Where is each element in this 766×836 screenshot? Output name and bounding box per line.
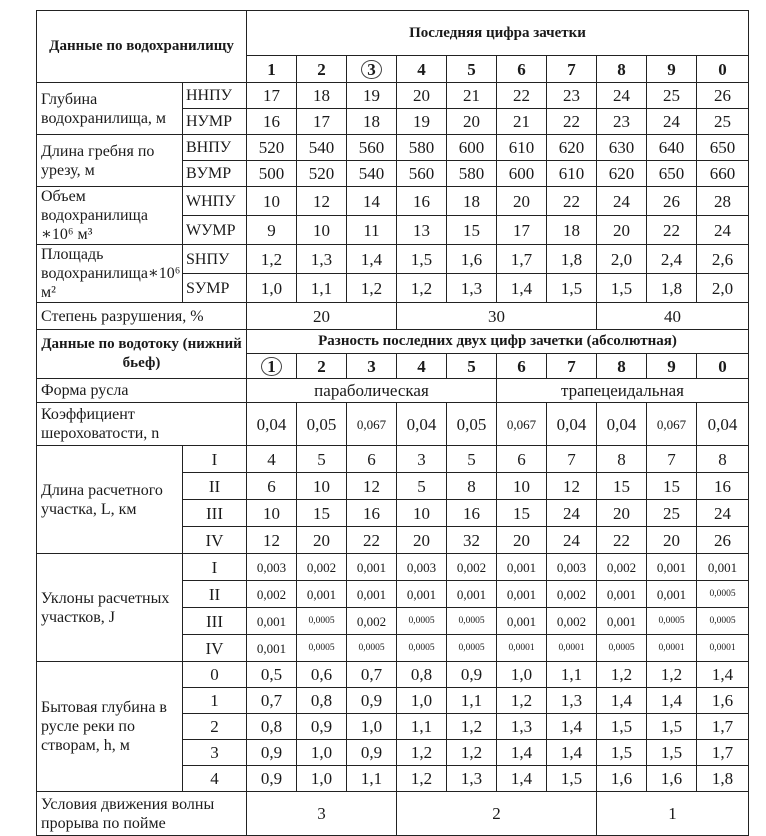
value-cell: 20 bbox=[397, 83, 447, 109]
digit-header-cell: 3 bbox=[347, 354, 397, 379]
value-cell: 5 bbox=[447, 446, 497, 473]
value-cell: 1,0 bbox=[397, 688, 447, 714]
value-cell: 8 bbox=[697, 446, 749, 473]
sub-row-label: III bbox=[183, 608, 247, 635]
param-symbol: HУМР bbox=[183, 109, 247, 135]
value-cell: 25 bbox=[647, 500, 697, 527]
value-cell: 0,001 bbox=[247, 608, 297, 635]
value-cell: 0,001 bbox=[497, 581, 547, 608]
value-cell: 630 bbox=[597, 135, 647, 161]
value-cell: 1,0 bbox=[347, 714, 397, 740]
sub-row-label: 2 bbox=[183, 714, 247, 740]
value-cell: 22 bbox=[497, 83, 547, 109]
roughness-label: Коэффициент шероховатости, n bbox=[37, 403, 247, 446]
value-cell: 8 bbox=[597, 446, 647, 473]
value-cell: 1,7 bbox=[497, 245, 547, 274]
value-cell: 10 bbox=[247, 187, 297, 216]
assignment-table bbox=[36, 10, 749, 836]
value-cell: 24 bbox=[547, 527, 597, 554]
value-cell: 19 bbox=[347, 83, 397, 109]
value-cell: 0,7 bbox=[347, 662, 397, 688]
digit-header-cell: 8 bbox=[597, 56, 647, 83]
value-cell: 1,5 bbox=[647, 740, 697, 766]
value-cell: 1,5 bbox=[597, 274, 647, 303]
param-label: Глубина водохранилища, м bbox=[37, 83, 183, 135]
value-cell: 0,001 bbox=[447, 581, 497, 608]
reservoir-section-header: Данные по водохранилищу bbox=[37, 11, 247, 83]
value-cell: 16 bbox=[447, 500, 497, 527]
value-cell: 24 bbox=[597, 83, 647, 109]
value-cell: 1,7 bbox=[697, 740, 749, 766]
param-symbol: BНПУ bbox=[183, 135, 247, 161]
value-cell: 0,04 bbox=[247, 403, 297, 446]
value-cell: 0,9 bbox=[247, 740, 297, 766]
length-label: Длина расчетного участка, L, км bbox=[37, 446, 183, 554]
value-cell: 6 bbox=[247, 473, 297, 500]
value-cell: 580 bbox=[397, 135, 447, 161]
value-cell: 22 bbox=[547, 187, 597, 216]
value-cell: 0,067 bbox=[647, 403, 697, 446]
value-cell: 0,8 bbox=[397, 662, 447, 688]
data-sheet bbox=[36, 10, 748, 836]
value-cell: 0,002 bbox=[597, 554, 647, 581]
value-cell: 23 bbox=[597, 109, 647, 135]
last-digit-header: Последняя цифра зачетки bbox=[247, 11, 749, 56]
digit-header-cell: 2 bbox=[297, 56, 347, 83]
value-cell: 20 bbox=[397, 527, 447, 554]
value-cell: 6 bbox=[347, 446, 397, 473]
value-cell: 0,05 bbox=[297, 403, 347, 446]
value-cell: 0,001 bbox=[347, 554, 397, 581]
value-cell: 22 bbox=[647, 216, 697, 245]
value-cell: 0,003 bbox=[547, 554, 597, 581]
digit-header-cell: 4 bbox=[397, 56, 447, 83]
value-cell: 0,0001 bbox=[647, 635, 697, 662]
value-cell: 15 bbox=[297, 500, 347, 527]
value-cell: 0,002 bbox=[547, 581, 597, 608]
value-cell: 18 bbox=[547, 216, 597, 245]
value-cell: 1,5 bbox=[397, 245, 447, 274]
value-cell: 650 bbox=[697, 135, 749, 161]
digit-header-cell: 5 bbox=[447, 354, 497, 379]
digit-header-cell: 7 bbox=[547, 354, 597, 379]
value-cell: 11 bbox=[347, 216, 397, 245]
value-cell: 520 bbox=[247, 135, 297, 161]
value-cell: 520 bbox=[297, 161, 347, 187]
value-cell: 0,001 bbox=[497, 554, 547, 581]
param-label: Площадь водохранилища∗10⁶ м² bbox=[37, 245, 183, 303]
value-cell: 1,3 bbox=[547, 688, 597, 714]
value-cell: 0,0005 bbox=[297, 635, 347, 662]
value-cell: 0,001 bbox=[647, 554, 697, 581]
value-cell: 1,3 bbox=[447, 274, 497, 303]
value-cell: 17 bbox=[247, 83, 297, 109]
param-symbol: HНПУ bbox=[183, 83, 247, 109]
value-cell: 1,6 bbox=[647, 766, 697, 792]
value-cell: 10 bbox=[247, 500, 297, 527]
value-cell: 12 bbox=[347, 473, 397, 500]
value-cell: 0,0001 bbox=[497, 635, 547, 662]
value-cell: 1,5 bbox=[647, 714, 697, 740]
value-cell: 0,0005 bbox=[447, 608, 497, 635]
value-cell: 560 bbox=[347, 135, 397, 161]
sub-row-label: II bbox=[183, 581, 247, 608]
value-cell: 0,7 bbox=[247, 688, 297, 714]
value-cell: 1,1 bbox=[297, 274, 347, 303]
value-cell: 16 bbox=[347, 500, 397, 527]
value-cell: 0,04 bbox=[397, 403, 447, 446]
value-cell: 0,002 bbox=[347, 608, 397, 635]
value-cell: 19 bbox=[397, 109, 447, 135]
value-cell: 0,001 bbox=[247, 635, 297, 662]
value-cell: 1,1 bbox=[347, 766, 397, 792]
value-cell: 20 bbox=[497, 187, 547, 216]
value-cell: 1,2 bbox=[397, 274, 447, 303]
value-cell: 10 bbox=[297, 473, 347, 500]
sub-row-label: 0 bbox=[183, 662, 247, 688]
digit-header-cell: 1 bbox=[247, 56, 297, 83]
value-cell: 1,1 bbox=[547, 662, 597, 688]
value-cell: 0,0005 bbox=[697, 608, 749, 635]
value-cell: 0,0005 bbox=[647, 608, 697, 635]
value-cell: 17 bbox=[297, 109, 347, 135]
value-cell: 24 bbox=[697, 500, 749, 527]
value-cell: 12 bbox=[297, 187, 347, 216]
value-cell: 13 bbox=[397, 216, 447, 245]
value-cell: 26 bbox=[647, 187, 697, 216]
value-cell: 0,001 bbox=[597, 581, 647, 608]
value-cell: 15 bbox=[447, 216, 497, 245]
param-label: Длина гребня по урезу, м bbox=[37, 135, 183, 187]
value-cell: 15 bbox=[497, 500, 547, 527]
value-cell: 25 bbox=[647, 83, 697, 109]
value-cell: 21 bbox=[497, 109, 547, 135]
value-cell: 24 bbox=[647, 109, 697, 135]
value-cell: 0,003 bbox=[397, 554, 447, 581]
value-cell: 540 bbox=[297, 135, 347, 161]
value-cell: 16 bbox=[397, 187, 447, 216]
value-cell: 20 bbox=[597, 216, 647, 245]
value-cell: 14 bbox=[347, 187, 397, 216]
value-cell: 1,1 bbox=[397, 714, 447, 740]
value-cell: 0,9 bbox=[347, 688, 397, 714]
difference-header: Разность последних двух цифр зачетки (абсолютная) bbox=[247, 330, 749, 354]
sub-row-label: I bbox=[183, 554, 247, 581]
value-cell: 0,001 bbox=[647, 581, 697, 608]
sub-row-label: I bbox=[183, 446, 247, 473]
value-cell: 0,9 bbox=[447, 662, 497, 688]
value-cell: 1,2 bbox=[247, 245, 297, 274]
value-cell: 1,6 bbox=[447, 245, 497, 274]
value-cell: 23 bbox=[547, 83, 597, 109]
value-cell: 0,04 bbox=[597, 403, 647, 446]
value-cell: 26 bbox=[697, 527, 749, 554]
digit-header-cell: 6 bbox=[497, 354, 547, 379]
value-cell: 600 bbox=[497, 161, 547, 187]
sub-row-label: IV bbox=[183, 527, 247, 554]
value-cell: 650 bbox=[647, 161, 697, 187]
value-cell: 0,8 bbox=[297, 688, 347, 714]
value-cell: 1,5 bbox=[597, 714, 647, 740]
value-cell: 20 bbox=[297, 527, 347, 554]
value-cell: 1,5 bbox=[597, 740, 647, 766]
value-cell: 1,2 bbox=[447, 740, 497, 766]
value-cell: 1,6 bbox=[597, 766, 647, 792]
value-cell: 22 bbox=[597, 527, 647, 554]
value-cell: 25 bbox=[697, 109, 749, 135]
circled-digit: 1 bbox=[261, 357, 282, 376]
value-cell: 1,4 bbox=[547, 740, 597, 766]
value-cell: 0,5 bbox=[247, 662, 297, 688]
value-cell: 500 bbox=[247, 161, 297, 187]
value-cell: 2,0 bbox=[697, 274, 749, 303]
value-cell: 1,2 bbox=[647, 662, 697, 688]
value-cell: 0,002 bbox=[247, 581, 297, 608]
value-cell: 0,0005 bbox=[347, 635, 397, 662]
value-cell: 0,04 bbox=[547, 403, 597, 446]
value-cell: 0,0005 bbox=[597, 635, 647, 662]
depth-label: Бытовая глубина в русле реки по створам, h, м bbox=[37, 662, 183, 792]
sub-row-label: II bbox=[183, 473, 247, 500]
value-cell: 1,2 bbox=[397, 740, 447, 766]
value-cell: 28 bbox=[697, 187, 749, 216]
value-cell: 540 bbox=[347, 161, 397, 187]
value-cell: 560 bbox=[397, 161, 447, 187]
value-cell: 1,4 bbox=[347, 245, 397, 274]
value-cell: 1,7 bbox=[697, 714, 749, 740]
value-cell: 1,5 bbox=[547, 766, 597, 792]
value-cell: 0,003 bbox=[247, 554, 297, 581]
sub-row-label: IV bbox=[183, 635, 247, 662]
value-cell: 610 bbox=[547, 161, 597, 187]
digit-header-cell: 4 bbox=[397, 354, 447, 379]
value-cell: 1,2 bbox=[397, 766, 447, 792]
value-cell: 0,8 bbox=[247, 714, 297, 740]
digit-header-cell bbox=[347, 56, 397, 83]
value-cell: 18 bbox=[347, 109, 397, 135]
value-cell: 3 bbox=[247, 792, 397, 836]
value-cell: 40 bbox=[597, 303, 749, 330]
value-cell: трапецеидальная bbox=[497, 379, 749, 403]
value-cell: параболическая bbox=[247, 379, 497, 403]
value-cell: 0,9 bbox=[347, 740, 397, 766]
param-symbol: BУМР bbox=[183, 161, 247, 187]
value-cell: 2,6 bbox=[697, 245, 749, 274]
value-cell: 24 bbox=[547, 500, 597, 527]
value-cell: 0,0005 bbox=[397, 635, 447, 662]
value-cell: 1,4 bbox=[497, 274, 547, 303]
destruction-label: Степень разрушения, % bbox=[37, 303, 247, 330]
digit-header-cell: 6 bbox=[497, 56, 547, 83]
digit-header-cell: 9 bbox=[647, 354, 697, 379]
value-cell: 6 bbox=[497, 446, 547, 473]
value-cell: 0,001 bbox=[597, 608, 647, 635]
value-cell: 16 bbox=[697, 473, 749, 500]
digit-header-cell bbox=[247, 354, 297, 379]
sub-row-label: 4 bbox=[183, 766, 247, 792]
value-cell: 0,067 bbox=[347, 403, 397, 446]
value-cell: 1,4 bbox=[597, 688, 647, 714]
value-cell: 0,0005 bbox=[447, 635, 497, 662]
value-cell: 21 bbox=[447, 83, 497, 109]
value-cell: 2 bbox=[397, 792, 597, 836]
value-cell: 1,3 bbox=[497, 714, 547, 740]
sub-row-label: 3 bbox=[183, 740, 247, 766]
value-cell: 0,001 bbox=[697, 554, 749, 581]
value-cell: 1,0 bbox=[497, 662, 547, 688]
value-cell: 580 bbox=[447, 161, 497, 187]
value-cell: 0,0001 bbox=[547, 635, 597, 662]
value-cell: 20 bbox=[447, 109, 497, 135]
value-cell: 1,2 bbox=[597, 662, 647, 688]
value-cell: 1,4 bbox=[647, 688, 697, 714]
digit-header-cell: 0 bbox=[697, 354, 749, 379]
value-cell: 0,04 bbox=[697, 403, 749, 446]
value-cell: 640 bbox=[647, 135, 697, 161]
value-cell: 10 bbox=[297, 216, 347, 245]
circled-digit: 3 bbox=[361, 60, 382, 79]
flood-conditions-label: Условия движения волны прорыва по пойме bbox=[37, 792, 247, 836]
value-cell: 1,4 bbox=[697, 662, 749, 688]
channel-shape-label: Форма русла bbox=[37, 379, 247, 403]
digit-header-cell: 9 bbox=[647, 56, 697, 83]
value-cell: 17 bbox=[497, 216, 547, 245]
value-cell: 3 bbox=[397, 446, 447, 473]
value-cell: 15 bbox=[647, 473, 697, 500]
digit-header-cell: 8 bbox=[597, 354, 647, 379]
value-cell: 12 bbox=[547, 473, 597, 500]
value-cell: 1 bbox=[597, 792, 749, 836]
value-cell: 1,0 bbox=[297, 766, 347, 792]
value-cell: 4 bbox=[247, 446, 297, 473]
value-cell: 0,9 bbox=[297, 714, 347, 740]
value-cell: 1,2 bbox=[447, 714, 497, 740]
value-cell: 0,0005 bbox=[697, 581, 749, 608]
value-cell: 1,2 bbox=[347, 274, 397, 303]
value-cell: 24 bbox=[597, 187, 647, 216]
value-cell: 0,067 bbox=[497, 403, 547, 446]
value-cell: 1,1 bbox=[447, 688, 497, 714]
value-cell: 0,0005 bbox=[297, 608, 347, 635]
value-cell: 0,001 bbox=[297, 581, 347, 608]
value-cell: 600 bbox=[447, 135, 497, 161]
value-cell: 1,0 bbox=[247, 274, 297, 303]
digit-header-cell: 7 bbox=[547, 56, 597, 83]
param-symbol: WНПУ bbox=[183, 187, 247, 216]
value-cell: 22 bbox=[347, 527, 397, 554]
value-cell: 2,4 bbox=[647, 245, 697, 274]
value-cell: 0,001 bbox=[497, 608, 547, 635]
sub-row-label: 1 bbox=[183, 688, 247, 714]
value-cell: 2,0 bbox=[597, 245, 647, 274]
value-cell: 1,5 bbox=[547, 274, 597, 303]
value-cell: 20 bbox=[597, 500, 647, 527]
value-cell: 660 bbox=[697, 161, 749, 187]
value-cell: 1,6 bbox=[697, 688, 749, 714]
value-cell: 7 bbox=[647, 446, 697, 473]
value-cell: 620 bbox=[597, 161, 647, 187]
param-symbol: SУМР bbox=[183, 274, 247, 303]
value-cell: 1,4 bbox=[547, 714, 597, 740]
value-cell: 620 bbox=[547, 135, 597, 161]
param-symbol: WУМР bbox=[183, 216, 247, 245]
value-cell: 610 bbox=[497, 135, 547, 161]
value-cell: 32 bbox=[447, 527, 497, 554]
value-cell: 1,8 bbox=[697, 766, 749, 792]
value-cell: 0,002 bbox=[447, 554, 497, 581]
value-cell: 1,2 bbox=[497, 688, 547, 714]
value-cell: 0,001 bbox=[347, 581, 397, 608]
value-cell: 20 bbox=[647, 527, 697, 554]
param-label: Объем водохранилища ∗10⁶ м³ bbox=[37, 187, 183, 245]
slopes-label: Уклоны расчетных участков, J bbox=[37, 554, 183, 662]
value-cell: 8 bbox=[447, 473, 497, 500]
value-cell: 20 bbox=[497, 527, 547, 554]
value-cell: 1,4 bbox=[497, 740, 547, 766]
value-cell: 0,0005 bbox=[397, 608, 447, 635]
digit-header-cell: 2 bbox=[297, 354, 347, 379]
value-cell: 7 bbox=[547, 446, 597, 473]
value-cell: 0,001 bbox=[397, 581, 447, 608]
value-cell: 10 bbox=[497, 473, 547, 500]
value-cell: 18 bbox=[297, 83, 347, 109]
value-cell: 26 bbox=[697, 83, 749, 109]
value-cell: 18 bbox=[447, 187, 497, 216]
value-cell: 20 bbox=[247, 303, 397, 330]
value-cell: 1,8 bbox=[547, 245, 597, 274]
stream-section-header: Данные по водотоку (нижний бьеф) bbox=[37, 330, 247, 379]
value-cell: 0,9 bbox=[247, 766, 297, 792]
value-cell: 24 bbox=[697, 216, 749, 245]
value-cell: 10 bbox=[397, 500, 447, 527]
digit-header-cell: 5 bbox=[447, 56, 497, 83]
value-cell: 12 bbox=[247, 527, 297, 554]
value-cell: 1,8 bbox=[647, 274, 697, 303]
value-cell: 0,05 bbox=[447, 403, 497, 446]
value-cell: 0,002 bbox=[547, 608, 597, 635]
digit-header-cell: 0 bbox=[697, 56, 749, 83]
value-cell: 5 bbox=[297, 446, 347, 473]
sub-row-label: III bbox=[183, 500, 247, 527]
value-cell: 22 bbox=[547, 109, 597, 135]
value-cell: 1,0 bbox=[297, 740, 347, 766]
value-cell: 0,002 bbox=[297, 554, 347, 581]
value-cell: 0,0001 bbox=[697, 635, 749, 662]
value-cell: 1,4 bbox=[497, 766, 547, 792]
value-cell: 15 bbox=[597, 473, 647, 500]
value-cell: 30 bbox=[397, 303, 597, 330]
value-cell: 16 bbox=[247, 109, 297, 135]
value-cell: 1,3 bbox=[297, 245, 347, 274]
value-cell: 9 bbox=[247, 216, 297, 245]
value-cell: 1,3 bbox=[447, 766, 497, 792]
value-cell: 0,6 bbox=[297, 662, 347, 688]
param-symbol: SНПУ bbox=[183, 245, 247, 274]
value-cell: 5 bbox=[397, 473, 447, 500]
